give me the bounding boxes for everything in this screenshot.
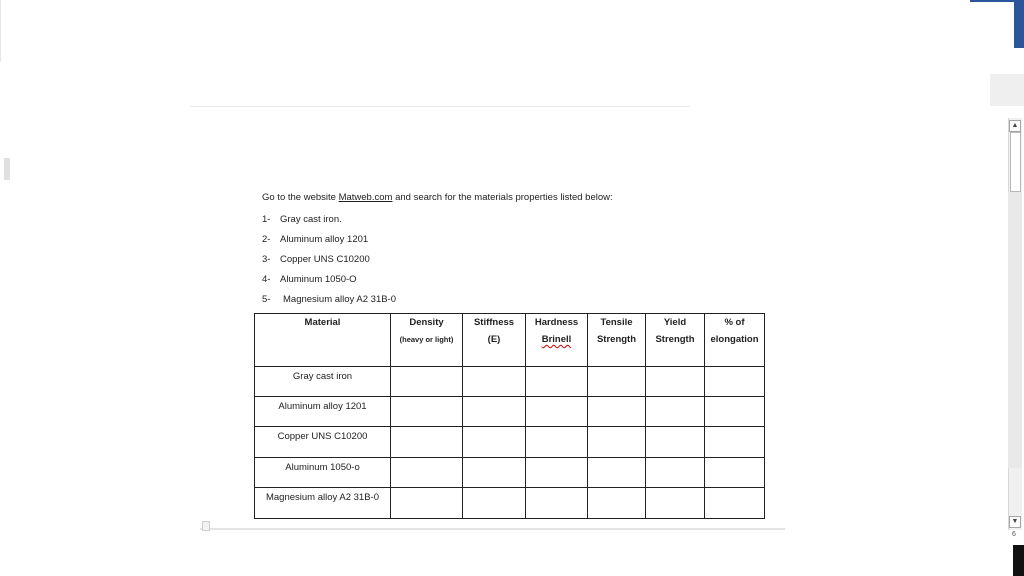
table-cell[interactable]	[646, 367, 705, 397]
list-number: 4-	[262, 274, 271, 285]
table-row	[255, 367, 765, 397]
window-edge	[0, 0, 1, 62]
list-label: Aluminum 1050-O	[280, 274, 357, 285]
scrollbar-track[interactable]	[1008, 192, 1022, 468]
table-cell[interactable]	[588, 427, 646, 458]
material-cell[interactable]: Magnesium alloy A2 31B-0	[255, 488, 391, 519]
page-bottom-edge	[200, 528, 785, 530]
table-cell[interactable]	[526, 427, 588, 458]
ribbon-accent-edge	[1014, 0, 1024, 48]
table-cell[interactable]	[463, 367, 526, 397]
table-row	[255, 458, 765, 488]
table-cell[interactable]	[526, 367, 588, 397]
page-number: 6	[1012, 531, 1016, 538]
table-cell[interactable]	[391, 488, 463, 519]
list-item[interactable]	[262, 294, 396, 305]
side-panel	[990, 74, 1024, 106]
table-cell[interactable]	[526, 397, 588, 427]
list-number: 2-	[262, 234, 271, 245]
table-row	[255, 427, 765, 458]
table-cell[interactable]	[463, 488, 526, 519]
table-cell[interactable]	[705, 367, 765, 397]
table-cell[interactable]	[705, 458, 765, 488]
list-number: 5-	[262, 294, 271, 305]
status-corner	[1013, 545, 1024, 576]
material-cell[interactable]: Copper UNS C10200	[255, 427, 391, 458]
table-cell[interactable]	[646, 427, 705, 458]
table-cell[interactable]	[588, 458, 646, 488]
header-tensile[interactable]: Tensile Strength	[588, 314, 646, 367]
list-label: Magnesium alloy A2 31B-0	[283, 294, 397, 305]
list-item[interactable]	[262, 214, 342, 225]
table-cell[interactable]	[391, 458, 463, 488]
list-item[interactable]	[262, 234, 368, 245]
ribbon-accent	[970, 0, 1014, 2]
table-cell[interactable]	[588, 397, 646, 427]
table-cell[interactable]	[646, 397, 705, 427]
material-cell[interactable]: Gray cast iron	[255, 367, 391, 397]
list-label: Gray cast iron.	[280, 214, 342, 225]
table-cell[interactable]	[463, 458, 526, 488]
header-material[interactable]: Material	[255, 314, 391, 367]
header-density[interactable]: Density (heavy or light)	[391, 314, 463, 367]
table-cell[interactable]	[705, 397, 765, 427]
table-header-row	[255, 314, 765, 367]
header-hardness[interactable]: Hardness Brinell	[526, 314, 588, 367]
properties-table[interactable]	[254, 313, 765, 519]
table-cell[interactable]	[526, 488, 588, 519]
ruler-marker	[4, 158, 10, 180]
table-cell[interactable]	[646, 488, 705, 519]
table-cell[interactable]	[463, 427, 526, 458]
table-row	[255, 488, 765, 519]
header-stiffness[interactable]: Stiffness (E)	[463, 314, 526, 367]
table-cell[interactable]	[588, 367, 646, 397]
list-item[interactable]	[262, 274, 357, 285]
page-header-separator	[190, 106, 690, 107]
list-item[interactable]	[262, 254, 370, 265]
table-cell[interactable]	[391, 397, 463, 427]
table-cell[interactable]	[526, 458, 588, 488]
table-cell[interactable]	[646, 458, 705, 488]
material-cell[interactable]: Aluminum alloy 1201	[255, 397, 391, 427]
header-yield[interactable]: Yield Strength	[646, 314, 705, 367]
view-toggle-icon[interactable]	[202, 521, 210, 531]
scroll-down-icon[interactable]: ▼	[1009, 516, 1021, 528]
table-cell[interactable]	[391, 427, 463, 458]
scrollbar-thumb[interactable]	[1010, 132, 1021, 192]
material-cell[interactable]: Aluminum 1050-o	[255, 458, 391, 488]
list-label: Aluminum alloy 1201	[280, 234, 369, 245]
table-cell[interactable]	[391, 367, 463, 397]
intro-prefix: Go to the website	[262, 192, 339, 203]
list-number: 1-	[262, 214, 271, 225]
list-number: 3-	[262, 254, 271, 265]
table-row	[255, 397, 765, 427]
intro-suffix: and search for the materials properties listed below:	[392, 192, 613, 203]
table-cell[interactable]	[463, 397, 526, 427]
table-cell[interactable]	[588, 488, 646, 519]
table-cell[interactable]	[705, 488, 765, 519]
scroll-up-icon[interactable]: ▲	[1009, 120, 1021, 132]
matweb-link[interactable]: Matweb.com	[338, 192, 393, 203]
table-cell[interactable]	[705, 427, 765, 458]
intro-paragraph[interactable]	[262, 192, 613, 203]
list-label: Copper UNS C10200	[280, 254, 370, 265]
header-elongation[interactable]: % of elongation	[705, 314, 765, 367]
